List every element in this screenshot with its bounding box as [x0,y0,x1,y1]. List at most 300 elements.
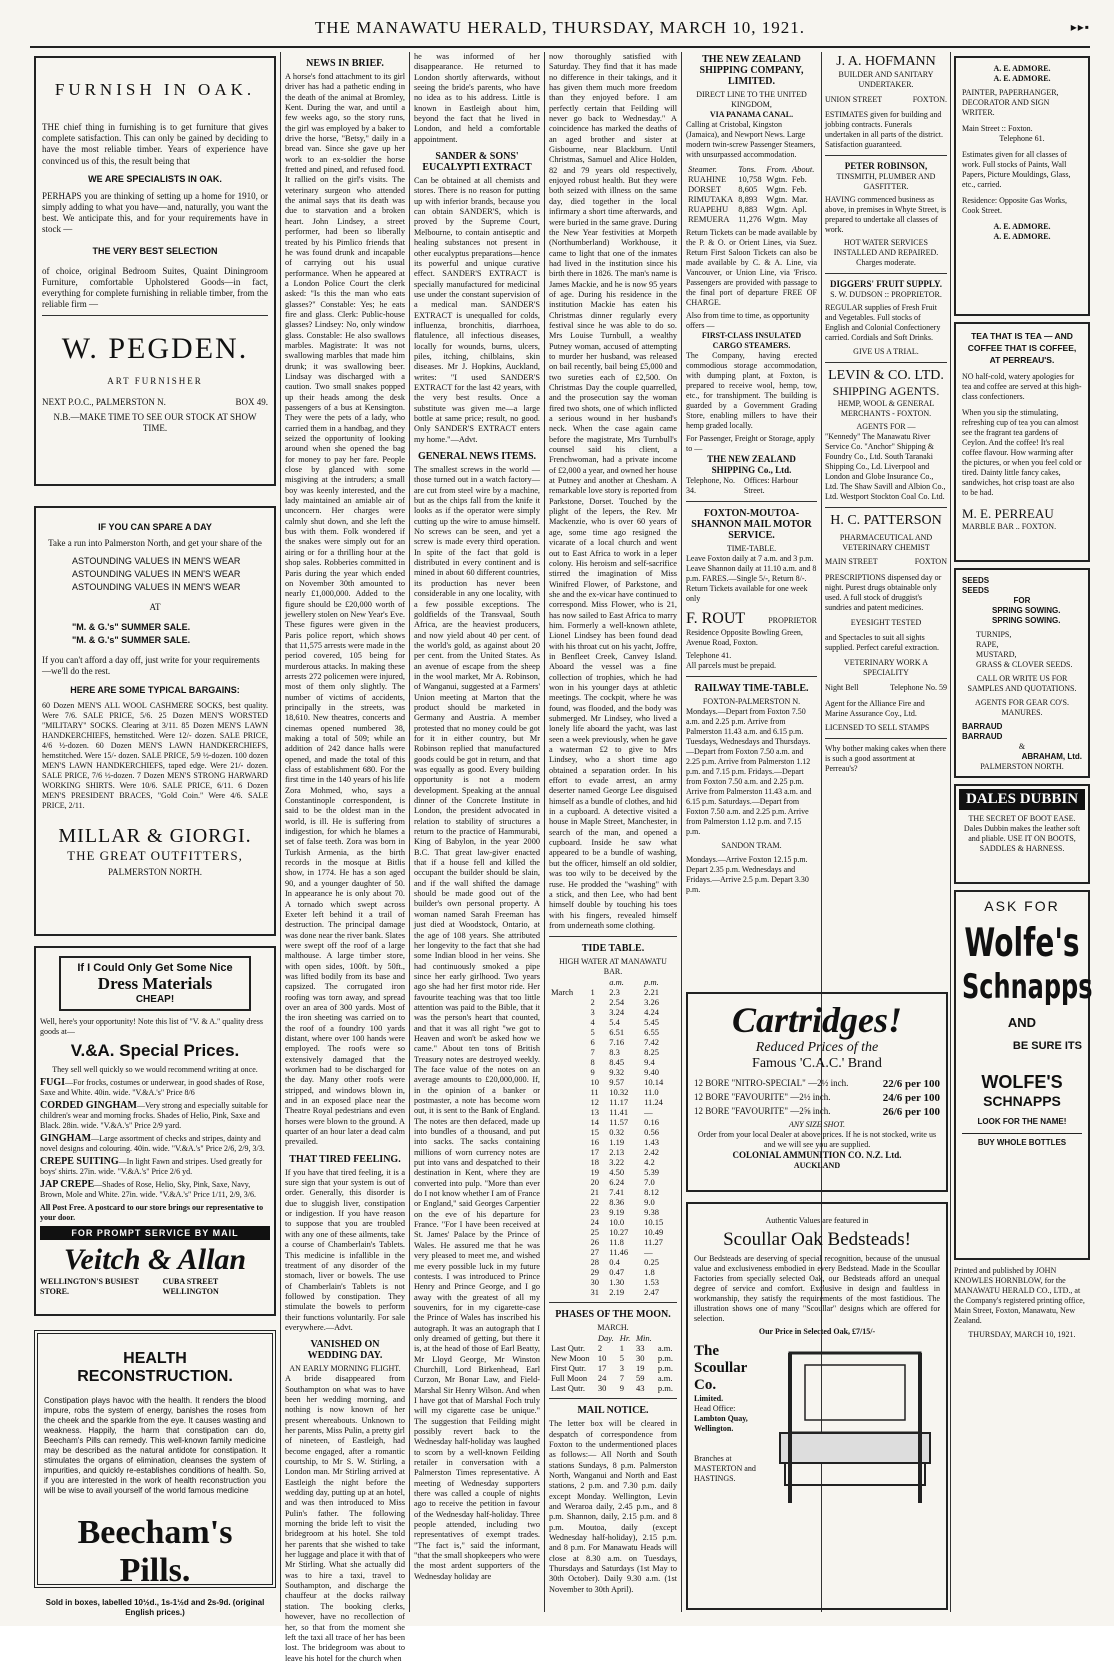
table-cell: 10.32 [609,1087,629,1098]
table-cell: 2.3 [609,987,620,998]
seed-item: RAPE, [976,640,999,649]
firm-text: HEMP, WOOL & GENERAL MERCHANTS - FOXTON. [837,399,935,418]
ad-text: NO half-cold, watery apologies for tea and coffee are served at this high-class confectioners. [962,372,1082,401]
firm-text: Estimates given for all classes of work. Full stocks of Paints, Wall Papers, Picture Mouldings, Glass, etc., carried. [962,150,1071,189]
table-cell: Last Qutr. [551,1383,585,1394]
table-cell [549,1117,588,1127]
ad-heading: SEEDS [962,586,990,595]
tide-row [549,1217,677,1227]
tide-row [549,997,677,1007]
mail-band: FOR PROMPT SERVICE BY MAIL [40,1226,270,1240]
section-heading: GENERAL NEWS ITEMS. [417,451,537,463]
tide-row [549,1137,677,1147]
table-cell: Mar. [791,194,808,204]
table-cell: Wgtn. [766,184,788,194]
ad-heading: IF YOU CAN SPARE A DAY [98,522,212,532]
imprint-date: THURSDAY, MARCH 10, 1921. [968,1330,1076,1339]
cartridge-type: 12 BORE "FAVOURITE" —2⅝ inch. [694,1106,831,1116]
firm-amp: & [1018,742,1026,751]
schnapps-label: SCHNAPPS [983,1093,1061,1109]
section-heading: SANDER & SONS' EUCALYPTI EXTRACT [422,151,532,174]
cartridge-row [694,1106,940,1118]
barraud-ad [954,568,1090,778]
firm-text: Head Office: [694,1404,736,1413]
moon-row [549,1343,677,1353]
ad-text: When you sip the stimulating, refreshing cup of tea you can almost see the fragrant tea gardens of Ceylon. And the coffee! It's real coffee flavour. How warming after the pictures, or when you feel cold or tired. Dainty little fancy cakes, sandwiches, hot crisp toast are also to be had. [962,408,1082,497]
table-header-cell: Min. [635,1333,652,1344]
firm-text: VETERINARY WORK A SPECIALITY [844,658,928,677]
firm-trade: PROPRIETOR [768,616,817,625]
table-cell: Full Moon [551,1373,588,1384]
table-cell: 6.51 [609,1027,625,1038]
table-cell: 9.57 [609,1077,625,1088]
table-cell: 4 [590,1017,595,1028]
article-body: A horse's fond attachment to its girl driver has had a pathetic ending in the death of the animal at Bromley, Kent. During the war, and until a few weeks ago, so the story runs, the girl was employed by a baker to drive the horse, "Betsy," daily in a bread van. Since she gave up her work to an ex-soldier the horse fretted and pined, and refused food. It rallied on the girl's visits. The veterinary surgeon who attended the animal says that its death was due to starvation and a broken heart. John Lindsey, a street performer, had been so liberally treated by his Pimlico friends that he was found drunk and incapable of carrying out his usual performance. When he appeared at a London Police Court the clerk asked: "Is this the man who eats glasses?" Constable: Yes; he eats fire and glass. Clerk: Public-house glasses? Lindsey: No, only window glass. Constable: He also swallows marbles. Magistrate: It was not swallowing marbles that made him drunk; it was swallowing beer. Lindsay was discharged with a caution. Two small snakes popped up their heads among the desk passengers of a bus at Kensington. They were the pets of a lady, who carried them in a handbag, and they seized the opportunity of looking around when she opened the bag for money to pay her fare. People close by glanced with some misgiving at the intruders; a small boy was keenly interested, and the lady maintained an amiable air of unconcern. Her charges were calmly shut down, and she left the bus with them. Folk wondered if the snakes were simply out for an airing or for a thrilling hour at the shop sales. Robberies committed in Paris during the year which ended on November 30th amounted to nearly £1,000,000. Added to the figure should be £20,000 worth of jewellery stolen on New Year's Eve. These figures were given in the Paris police report, which shows that 11,575 arrests were made in the period covered, 105 being for murderous attacks. In making these arrests 272 policemen were injured, most of them only slightly. The number of victims of accidents, principally in the streets, was 18,610. New theatres, concerts and cinemas opened numbered 38, making a total of 509; while an addition of 242 dance halls were opened, and made the total of this class of establishment 680. For the first time in the 140 years of his life Zora Mohmed, who, says a Constantinople correspondent, is said to be the oldest man in the world, is ill. He is suffering from indigestion, for which he blames a set of false teeth. Zora was born in Turkish Armenia, as the birth records in the mosque at Bitlis show, in 1774. He has a son aged 90, and a younger daughter of 50. In appearance he is only about 70. A tornado which swept across Exeter left behind it a trail of destruction. The principal damage was done near the river bank. Slates were swept off the roof of a large malthouse. A large timber store, with open sides, 100ft. by 50ft., was lifted bodily from its base and capsized. The corrugated iron roofing was torn away, and spread over an area of 300 yards. Most of the iron sheeting was carried on to the roof of a foundry 100 yards distant, where over 100 hands were employed. The roofs were so extensively damaged that the workmen had to be discharged for the day. Many other roofs were stripped, and windows blown in, and in an exposed place near the Theatre Royal pedestrians and even horses were blown to the ground. A quarter of an hour later a dead calm prevailed. [285,72,405,1147]
values-line: ASTOUNDING VALUES IN MEN'S WEAR [72,569,241,579]
dress-item-detail: —Shades of Rose, Helio, Sky, Pink, Saxe, Navy, Brown, Mole and White. 27in. wide. "V.&A.'s" Price 1/11, 2/9, 3/6. [40,1180,257,1199]
table-cell [549,1227,588,1237]
table-cell: 11.57 [609,1117,629,1128]
section-subheading: SANDON TRAM. [721,841,782,850]
table-cell: 7.41 [609,1187,625,1198]
table-cell: Wgtn. [766,174,788,184]
ad-text: of choice, original Bedroom Suites, Quaint Diningroom Furniture, comfortable Upholstered Goods—in fact, everything for complete furnishing in reliable timber, from the reliable firm — [42,265,268,310]
table-cell [549,1147,588,1157]
tide-row [549,1237,677,1247]
table-cell: 26 [590,1237,599,1248]
table-cell: New Moon [551,1353,590,1364]
firm-note: All parcels must be prepaid. [686,661,776,670]
table-cell [549,1197,588,1207]
firm-trade: PHARMACEUTICAL AND VETERINARY CHEMIST [839,533,933,552]
table-cell: 9.40 [644,1067,659,1078]
table-header-cell: Steamer. [688,164,718,174]
firm-address: Lambton Quay, Wellington. [694,1414,748,1433]
table-cell: 11.17 [609,1097,629,1108]
table-header-cell: From. [766,164,787,174]
table-cell: 11.46 [609,1247,629,1258]
tide-row [549,1047,677,1057]
ad-text: AGENTS FOR GEAR CO'S. MANURES. [975,698,1069,717]
table-cell: 10,758 [738,174,762,184]
table-cell: 2.54 [609,997,625,1008]
ad-text: If you can't afford a day off, just write for your requirements—we'll do the rest. [42,655,260,676]
table-cell: 10.15 [644,1217,664,1228]
firm-name: BARRAUD [962,732,1003,741]
table-cell: 15 [590,1127,599,1138]
beecham-logo: Beecham's Pills. [77,1514,233,1589]
table-cell: 11.24 [644,1097,663,1108]
dress-item-name: CORDED GINGHAM [40,1100,137,1111]
dales-ad [954,784,1090,884]
table-cell [549,1057,588,1067]
firm-address: Residence Opposite Bowling Green, Avenue Road, Foxton. [686,628,803,647]
values-line: ASTOUNDING VALUES IN MEN'S WEAR [72,556,241,566]
tide-row [549,1107,677,1117]
table-cell: 8.36 [609,1197,625,1208]
table-cell: 1.30 [609,1277,625,1288]
column-rule [950,52,951,1612]
ad-text: THE SECRET OF BOOT EASE. Dales Dubbin makes the leather soft and pliable. USE IT ON BOOTS, SADDLES & HARNESS. [963,814,1081,853]
table-cell: 3 [619,1363,625,1374]
ad-heading: Scoullar Oak Bedsteads! [723,1229,911,1250]
table-cell: p.m. [657,1363,673,1374]
table-cell [549,1017,588,1027]
ad-title: FURNISH IN OAK. [54,80,256,99]
firm-town: AUCKLAND [793,1161,841,1170]
firm-phone: Telephone 41. [686,651,732,660]
table-cell: 6.55 [644,1027,659,1038]
table-cell: 29 [590,1267,599,1278]
table-cell: — [644,1107,653,1118]
table-cell: 31 [590,1287,599,1298]
table-cell: 2.21 [644,987,659,998]
table-cell [549,1257,588,1267]
table-cell: 0.47 [609,1267,625,1278]
table-cell [549,1287,588,1297]
table-cell: 2.47 [644,1287,659,1298]
cartridge-price: 26/6 per 100 [882,1106,940,1118]
dress-item-detail: —In light Fawn and stripes. Used greatly for boys' shirts. 27in. wide. "V.&A.'s" Price 2/6 yd. [40,1157,263,1176]
tide-row [549,1157,677,1167]
tide-row [549,1267,677,1277]
seed-item: MUSTARD, [976,650,1017,659]
table-cell [549,1067,588,1077]
table-cell [549,1217,588,1227]
masthead-title: THE MANAWATU HERALD, THURSDAY, MARCH 10, 1921. [314,18,806,37]
table-cell [549,1037,588,1047]
table-cell: a.m. [657,1343,673,1354]
section-heading: THE NEW ZEALAND SHIPPING COMPANY, LIMITED. [699,54,804,87]
tide-row [549,1247,677,1257]
table-cell: 11.27 [644,1237,663,1248]
firm-street: UNION STREET [825,95,883,104]
firm-street: MAIN STREET [825,557,878,566]
table-cell: — [644,1247,653,1258]
cartridge-price: 24/6 per 100 [882,1092,940,1104]
firm-slogan: WELLINGTON'S BUSIEST STORE. [40,1277,139,1296]
table-cell [549,1087,588,1097]
section-subheading: AN EARLY MORNING FLIGHT. [289,1364,401,1374]
table-cell: March [551,987,574,998]
firm-trade: S. W. DUDSON :: PROPRIETOR. [830,290,942,299]
table-cell [549,1107,588,1117]
table-cell: 25 [590,1227,599,1238]
table-cell: Wgtn. [766,204,788,214]
firm-box: BOX 49. [235,397,268,408]
table-cell: 0.56 [644,1127,659,1138]
ad-text: BUY WHOLE BOTTLES [962,1133,1082,1148]
firm-name: A. E. ADMORE. [993,64,1051,73]
firm-text: "Kennedy" The Manawatu River Service Co. "Anchor" Shipping & Foundry Co., Ltd. South Taranaki Shipping Co., Ld. Liverpool and London and Globe Insurance Co., Ltd. The Shaw Savill and Albion Co., Ltd. Westport Stockton Coal Co. Ltd. [825,432,946,501]
table-cell: p.m. [657,1383,673,1394]
ad-price: Our Price in Selected Oak, £7/15/- [758,1327,876,1336]
table-header-cell: Day. [597,1333,614,1344]
table-cell: 7 [590,1047,595,1058]
dress-item-detail: —Large assortment of checks and stripes, dainty and novel designs and colouring. 40in. wide. "V.&A.'s" Price 2/6, 2/9, 3/3. [40,1134,265,1153]
ad-text: They sell well quickly so we would recommend writing at once. [52,1065,258,1074]
ad-heading: THE VERY BEST SELECTION [92,245,218,256]
table-cell: 4.24 [644,1007,659,1018]
firm-name: A. E. ADMORE. [993,74,1051,83]
table-cell: 59 [635,1373,645,1384]
table-cell: 9.19 [609,1207,625,1218]
table-cell: 1 [619,1343,625,1354]
nz-text: Calling at Cristobal, Kingston (Jamaica), and Newport News. Large modern twin-screw Passenger Steamers, with unsurpassed accommodation. [686,120,816,159]
table-cell: 19 [635,1363,645,1374]
section-heading: MAIL NOTICE. [577,1405,649,1417]
firm-trade: PAINTER, PAPERHANGER, DECORATOR AND SIGN WRITER. [962,88,1059,117]
table-cell: 28 [590,1257,599,1268]
table-cell: 10 [597,1353,607,1364]
firm-trade: TINSMITH, PLUMBER AND GASFITTER. [836,172,936,191]
table-cell: 14 [590,1117,599,1128]
ship-row [686,214,817,224]
firm-town: FOXTON [914,557,947,566]
table-cell: Feb. [791,174,807,184]
column-rule [681,52,682,1612]
table-cell: 8.25 [644,1047,659,1058]
table-cell [549,1097,588,1107]
ad-text: LOOK FOR THE NAME! [977,1117,1067,1126]
firm-name: W. PEGDEN. [61,332,249,366]
table-header-row [549,1333,677,1343]
firm-phone: Telephone No. 59 [890,683,947,692]
section-subheading: MARCH. [597,1323,629,1333]
table-header-row [549,977,677,987]
table-cell: 4.2 [644,1157,655,1168]
table-cell: 20 [590,1177,599,1188]
bargain-list: 60 Dozen MEN'S ALL WOOL CASHMERE SOCKS, best quality. Were 7/6. SALE PRICE, 5/6. 25 Dozen MEN'S WORSTED "MILITARY" SOCKS. Clearing at 3/11. 85 Dozen MEN'S LAWN HANDKERCHIEFS, hemstitched. Were 12/- dozen. SALE PRICE, 4/6 ½-dozen. 60 Dozen MEN'S LAWN HANDKERCHIEFS, hemstitched. Were 15/- dozen. SALE PRICE, 5/9 ½-dozen. 100 dozen MEN'S LAWN HANDKERCHIEFS, taped edge. Were 21/- dozen. SALE PRICE, 7/6 ½-dozen. 7 Dozen MEN'S STRONG HARWARD WORKING SHIRTS. Were 10/6. SALE PRICE, 6/11. 6 Dozen MEN'S PRESIDENT BRACES, "Gold Coin." Were 4/6. SALE PRICE, 2/11. [42,701,268,810]
table-cell: p.m. [657,1353,673,1364]
perreau-ad [954,322,1090,562]
millar-giorgi-ad [34,506,276,936]
tide-row [549,1117,677,1127]
firm-street: Main Street :: Foxton. [962,124,1033,133]
dress-item [40,1078,270,1098]
nz-line: THE NEW ZEALAND SHIPPING Co., Ltd. [707,454,796,475]
banner-line: If I Could Only Get Some Nice [77,962,233,974]
table-cell: 3.24 [609,1007,625,1018]
table-cell: 4.50 [609,1167,625,1178]
table-cell: RUAHINE [688,174,727,184]
table-header-cell: About. [791,164,815,174]
ad-footer: Sold in boxes, labelled 10½d., 1s-1½d and 2s-9d. (original English prices.) [45,1598,265,1617]
sale-line: "M. & G.'s" SUMMER SALE. [72,635,191,645]
firm-name: H. C. PATTERSON [830,513,942,528]
table-cell: 8 [590,1057,595,1068]
column-5 [686,52,817,982]
article-body: A bride disappeared from Southampton on what was to have been her wedding morning, and nothing is now known of her present whereabouts. Unknown to her parents, Miss Pulin, a pretty girl of nineteen, of Eastleigh, had become engaged, after a romantic courtship, to Mr S. W. Stirling, a London man. Mr Stirling arrived at Eastleigh the night before the wedding day, putting up at an hotel, and was then introduced to Miss Pulin's father. The following morning the bride left to visit the bridegroom at his hotel. She told her parents that she wished to take her luggage and place it with that of Mr Stirling. What she actually did was to hire a taxi, travel to Southampton, and discharge the chauffeur at the docks railway station. The booking clerks, however, have no recollection of her, so that from the moment she left the taxi all trace of her has been lost. The bridegroom was about to leave his hotel for the church when [285,1374,405,1663]
seed-item: GRASS & CLOVER SEEDS. [976,660,1073,669]
firm-name: A. E. ADMORE. [993,222,1051,231]
table-header-cell [588,977,607,987]
wolfes-logo: Wolfe's [964,919,1080,966]
dress-item [40,1101,270,1131]
firm-trade: BUILDER AND SANITARY UNDERTAKER. [838,70,934,89]
table-cell [549,1007,588,1017]
table-cell: 33 [635,1343,645,1354]
table-cell: 5.4 [609,1017,620,1028]
ship-row [686,184,817,194]
banner-line: Dress Materials [97,974,213,993]
table-cell [549,1127,588,1137]
motor-text: Leave Foxton daily at 7 a.m. and 3 p.m. Leave Shannon daily at 11.10 a.m. and 8 p.m. FARES.—Single 5/-, Return 8/-. Return Tickets available for one week only [686,554,817,603]
section-heading: TIDE TABLE. [581,943,645,955]
cartridges-ad [686,992,948,1192]
moon-row [549,1373,677,1383]
table-cell: a.m. [657,1373,673,1384]
dress-item [40,1134,270,1154]
tide-row [549,1097,677,1107]
column-rule [409,52,410,1612]
moon-phase-table [549,1333,677,1393]
firm-town: PALMERSTON NORTH. [108,867,202,877]
imprint: Printed and published by JOHN KNOWLES HORNBLOW, for the MANAWATU HERALD CO., LTD., at the Company's registered printing office, Main Street, Foxton, Manawatu, New Zealand. [954,1266,1085,1325]
table-cell: Last Qutr. [551,1343,585,1354]
table-cell: 7.16 [609,1037,625,1048]
table-cell: 17 [590,1147,599,1158]
cartridge-row [694,1078,940,1090]
firm-name: A. E. ADMORE. [993,232,1051,241]
ad-text: Constipation plays havoc with the health. It renders the blood impure, robs the system of energy, banishes the roses from the cheek and the sparkle from the eye. It causes wasting and weakness. Happily, the harm that constipation can do, Beecham's Pills can remedy. This well-known family medicine may be described as the natural antidote for constipation. It stimulates the organs of elimination, cleanses the system of impurities, and quickly re-establishes conditions of health. So, if you are interested in the work of health reconstruction you will be wise to avail yourself of the world famous medicine [44,1396,266,1495]
pegden-ad [34,56,276,486]
cartridge-type: 12 BORE "FAVOURITE" —2½ inch. [694,1092,831,1102]
table-cell: 24 [590,1217,599,1228]
column-1 [34,52,276,1617]
values-line: ASTOUNDING VALUES IN MEN'S WEAR [72,582,241,592]
column-3 [414,52,540,1612]
ad-text: THE chief thing in furnishing is to get furniture that gives complete satisfaction. This can only be gained by deciding to have the most reliable timber. Years of experience have convinced us of this, the result being that [42,122,268,166]
dress-banner [59,956,251,1011]
table-cell [549,1267,588,1277]
table-cell: 0.32 [609,1127,625,1138]
moon-row [549,1363,677,1373]
table-cell: 0.16 [644,1117,659,1128]
ad-heading: AND [1007,1015,1037,1030]
tram-text: Mondays.—Arrive Foxton 12.15 p.m. Depart 2.35 p.m. Wednesdays and Fridays.—Arrive 2.5 p.m. Depart 3.30 p.m. [686,855,809,894]
column-7 [954,52,1093,1612]
tide-row [549,1177,677,1187]
firm-name: DIGGERS' FRUIT SUPPLY. [830,279,942,289]
masthead [30,18,1090,48]
firm-name: PETER ROBINSON, [844,161,928,171]
firm-text: GIVE US A TRIAL. [853,347,919,356]
table-cell: 2 [590,997,595,1008]
nz-text: The Company, having erected commodious storage accommodation, with dumping plant, at Foxton, is prepared to receive wool, hemp, tow, etc., for transhipment. The building is guarded by a Government Grading Store, enabling millers to have their hemp graded locally. [686,351,817,430]
table-cell: May [791,214,808,224]
dress-item-list [40,1078,270,1200]
column-6 [825,52,947,982]
scoullar-ad [686,1202,948,1610]
section-heading: VANISHED ON WEDDING DAY. [307,1339,383,1362]
table-cell [549,1207,588,1217]
ad-heading: Cartridges! [731,1000,903,1040]
table-cell: 7.42 [644,1037,659,1048]
ship-table [686,164,817,224]
table-cell [549,1167,588,1177]
firm-text: EYESIGHT TESTED [850,618,922,627]
table-cell: 0.4 [609,1257,620,1268]
table-cell: 1.8 [644,1267,655,1278]
table-cell: First Qutr. [551,1363,586,1374]
table-cell [549,1077,588,1087]
firm-text: LICENSED TO SELL STAMPS [825,723,930,732]
moon-row [549,1383,677,1393]
table-cell: 5 [619,1353,625,1364]
dress-item-name: FUGI [40,1077,65,1088]
table-cell: 5.39 [644,1167,659,1178]
nz-text: For Passenger, Freight or Storage, apply to — [686,434,815,453]
tide-row [549,1077,677,1087]
veitch-allan-logo: Veitch & Allan [63,1243,247,1276]
table-cell: 9 [590,1067,595,1078]
tide-row [549,1287,677,1297]
ad-text: Our Bedsteads are deserving of special recognition, because of the unusual value and exclusiveness embodied in every Bedstead. Made in the Scoullar Factories from specially selected Oak, our Bedsteads afford an unequal degree of service and comfort. Exclusive in design and faultless in workmanship, they satisfy the requirements of the most fastidious. The illustration shows one of many "Scoullar" designs which are offered for selection. [694,1254,940,1323]
table-cell [549,1247,588,1257]
tide-row [549,1017,677,1027]
table-header-row [686,164,817,174]
nz-line: FIRST-CLASS INSULATED CARGO STEAMERS. [701,331,802,350]
ship-row [686,174,817,184]
table-cell: 10.0 [609,1217,625,1228]
ad-heading: FOR [1013,596,1031,605]
firm-text: Night Bell [825,683,859,692]
firm-branches: Branches at MASTERTON and HASTINGS. [694,1454,756,1483]
nz-text: Return Tickets can be made available by the P. & O. or Orient Lines, via Suez. Return First Saloon Tickets can also be made available by C. & A. Line, via Vancouver, or Union Line, via 'Frisco. Passengers are provided with passage to the final port of departure FREE OF CHARGE. [686,228,817,307]
table-cell: 1.43 [644,1137,659,1148]
banner-line: CHEAP! [135,994,175,1005]
column-rule [280,52,281,1612]
column-rule [544,52,545,1612]
table-cell: 19 [590,1167,599,1178]
column-2 [285,52,405,1663]
admore-ad [954,56,1090,316]
table-cell: 7.0 [644,1177,655,1188]
table-cell: 0.25 [644,1257,659,1268]
schnapps-logo: Schnapps [962,967,1093,1007]
firm-text: AGENTS FOR — [856,422,916,431]
cartridge-row [694,1092,940,1104]
firm-name: COLONIAL AMMUNITION CO. N.Z. Ltd. [732,1150,902,1160]
firm-name: M. E. PERREAU [962,506,1054,521]
page-ornament: ▸▸▪ [1070,20,1090,34]
nz-line: DIRECT LINE TO THE UNITED KINGDOM, [696,90,807,109]
table-cell [549,1027,588,1037]
table-cell: Wgtn. [766,214,788,224]
table-cell: 11,276 [738,214,762,224]
dress-item [40,1157,270,1177]
table-cell: 5 [590,1027,595,1038]
firm-town: FOXTON. [912,95,947,104]
section-heading: THAT TIRED FEELING. [289,1153,401,1165]
article-body: now thoroughly satisfied with Saturday. They find that it has made no difference in their takings, and it has given them much more freedom than they enjoyed before. I am perfectly certain that Feilding will never go back to Wednesday." A coincidence has marked the deaths of an aged brother and sister at Gisbourne, near Blackburn. Until Christmas, Samuel and Alice Holden, 82 and 79 years old respectively, enjoyed robust health. But they were both seized with illness on the same day, died together in the local infirmary a short time afterwards, and were buried in the same grave. During the New Year festivities at Morpeth (Northumberland) Workhouse, it came to light that one of the inmates had lived in the institution since his birth there in 1826. The man's name is James Mackie, and he is now 95 years of age. During his residence in the institution Mackie has eaten his Christmas dinner regularly every festival since he was able to do so. Mrs Louise Turnbull, a wealthy Putney woman, accused of attempting to murder her husband, was released on bail recently, bail being £5,000 and two sureties each of £2,500. On Christmas Day the couple quarrelled, and the prosecution say the woman fired two shots, one of which inflicted a serious wound in her husband's neck. When the case again came before the magistrate, Mrs Turnbull's counsel said his client, a Frenchwoman, had a private income of £2,000 a year, and owned her house at Putney and another at Chesham. A remarkable love story is reported from Parkstone, Dorset. Touched by the plight of the lepers, the Rev. Mr Mackenzie, who is over 60 years of age, some time ago resigned the vicarate of a local church and went out to East Africa to work in a leper colony. His heroism and self-sacrifice stirred the imagination of Miss Winifred Flower, of Parkstone, and she and the ex-vicar have continued to correspond. Miss Flower, who is 21, has now sailed to East Africa to marry him. Formerly a well-known athlete, Lionel Lindsey has been found dead with his throat cut on his yacht, Joffre, in Benfleet Creek, Canvey Island. Aboard the vessel was a fine collection of trophies, which he had won in his younger days at athletic meetings. The cockpit, where he was found, was flooded, and the body was submerged. Mr Lindsey, who lived a lonely life aboard the yacht, was last seen a week previously, when he gave a waterman £2 to give to Mrs Lindsey, who a short time ago obtained a separation order. In his effort to evade arrest, an army deserter named George Lee disguised himself as a bundle of clothes, and hid in a cupboard. A detective visited a house in Maple Street, Manchester, in search of the man, and opened a cupboard. Inside he saw what appeared to be a bundle of washing, but the officer, himself an old soldier, was too wily to be deceived by the ruse. He prodded the "washing" with a stick, and then Lee, who had bent himself double by touching his toes with his fingers, revealed himself from underneath some clothing. [549,52,677,930]
table-header-cell: Hr. [619,1333,631,1344]
tide-table [549,977,677,1297]
table-cell: 16 [590,1137,599,1148]
ad-heading: ASK FOR [984,898,1060,914]
table-cell: 10.14 [644,1077,664,1088]
table-cell: 3.22 [609,1157,625,1168]
table-cell: 3.26 [644,997,659,1008]
ad-subheading: Reduced Prices of the [755,1040,879,1055]
nz-phone: Telephone, No. 34. [686,476,735,495]
table-cell: 2.19 [609,1287,625,1298]
tide-row [549,1007,677,1017]
table-cell: 1.19 [609,1137,625,1148]
article-body: he was informed of her disappearance. He returned to London shortly afterwards, without seeing the bride's parents, who have no idea as to his address. Little is known in Eastleigh about him, beyond the fact that he lived in London, and held a comfortable appointment. [414,52,540,144]
table-cell: 1 [590,987,595,998]
